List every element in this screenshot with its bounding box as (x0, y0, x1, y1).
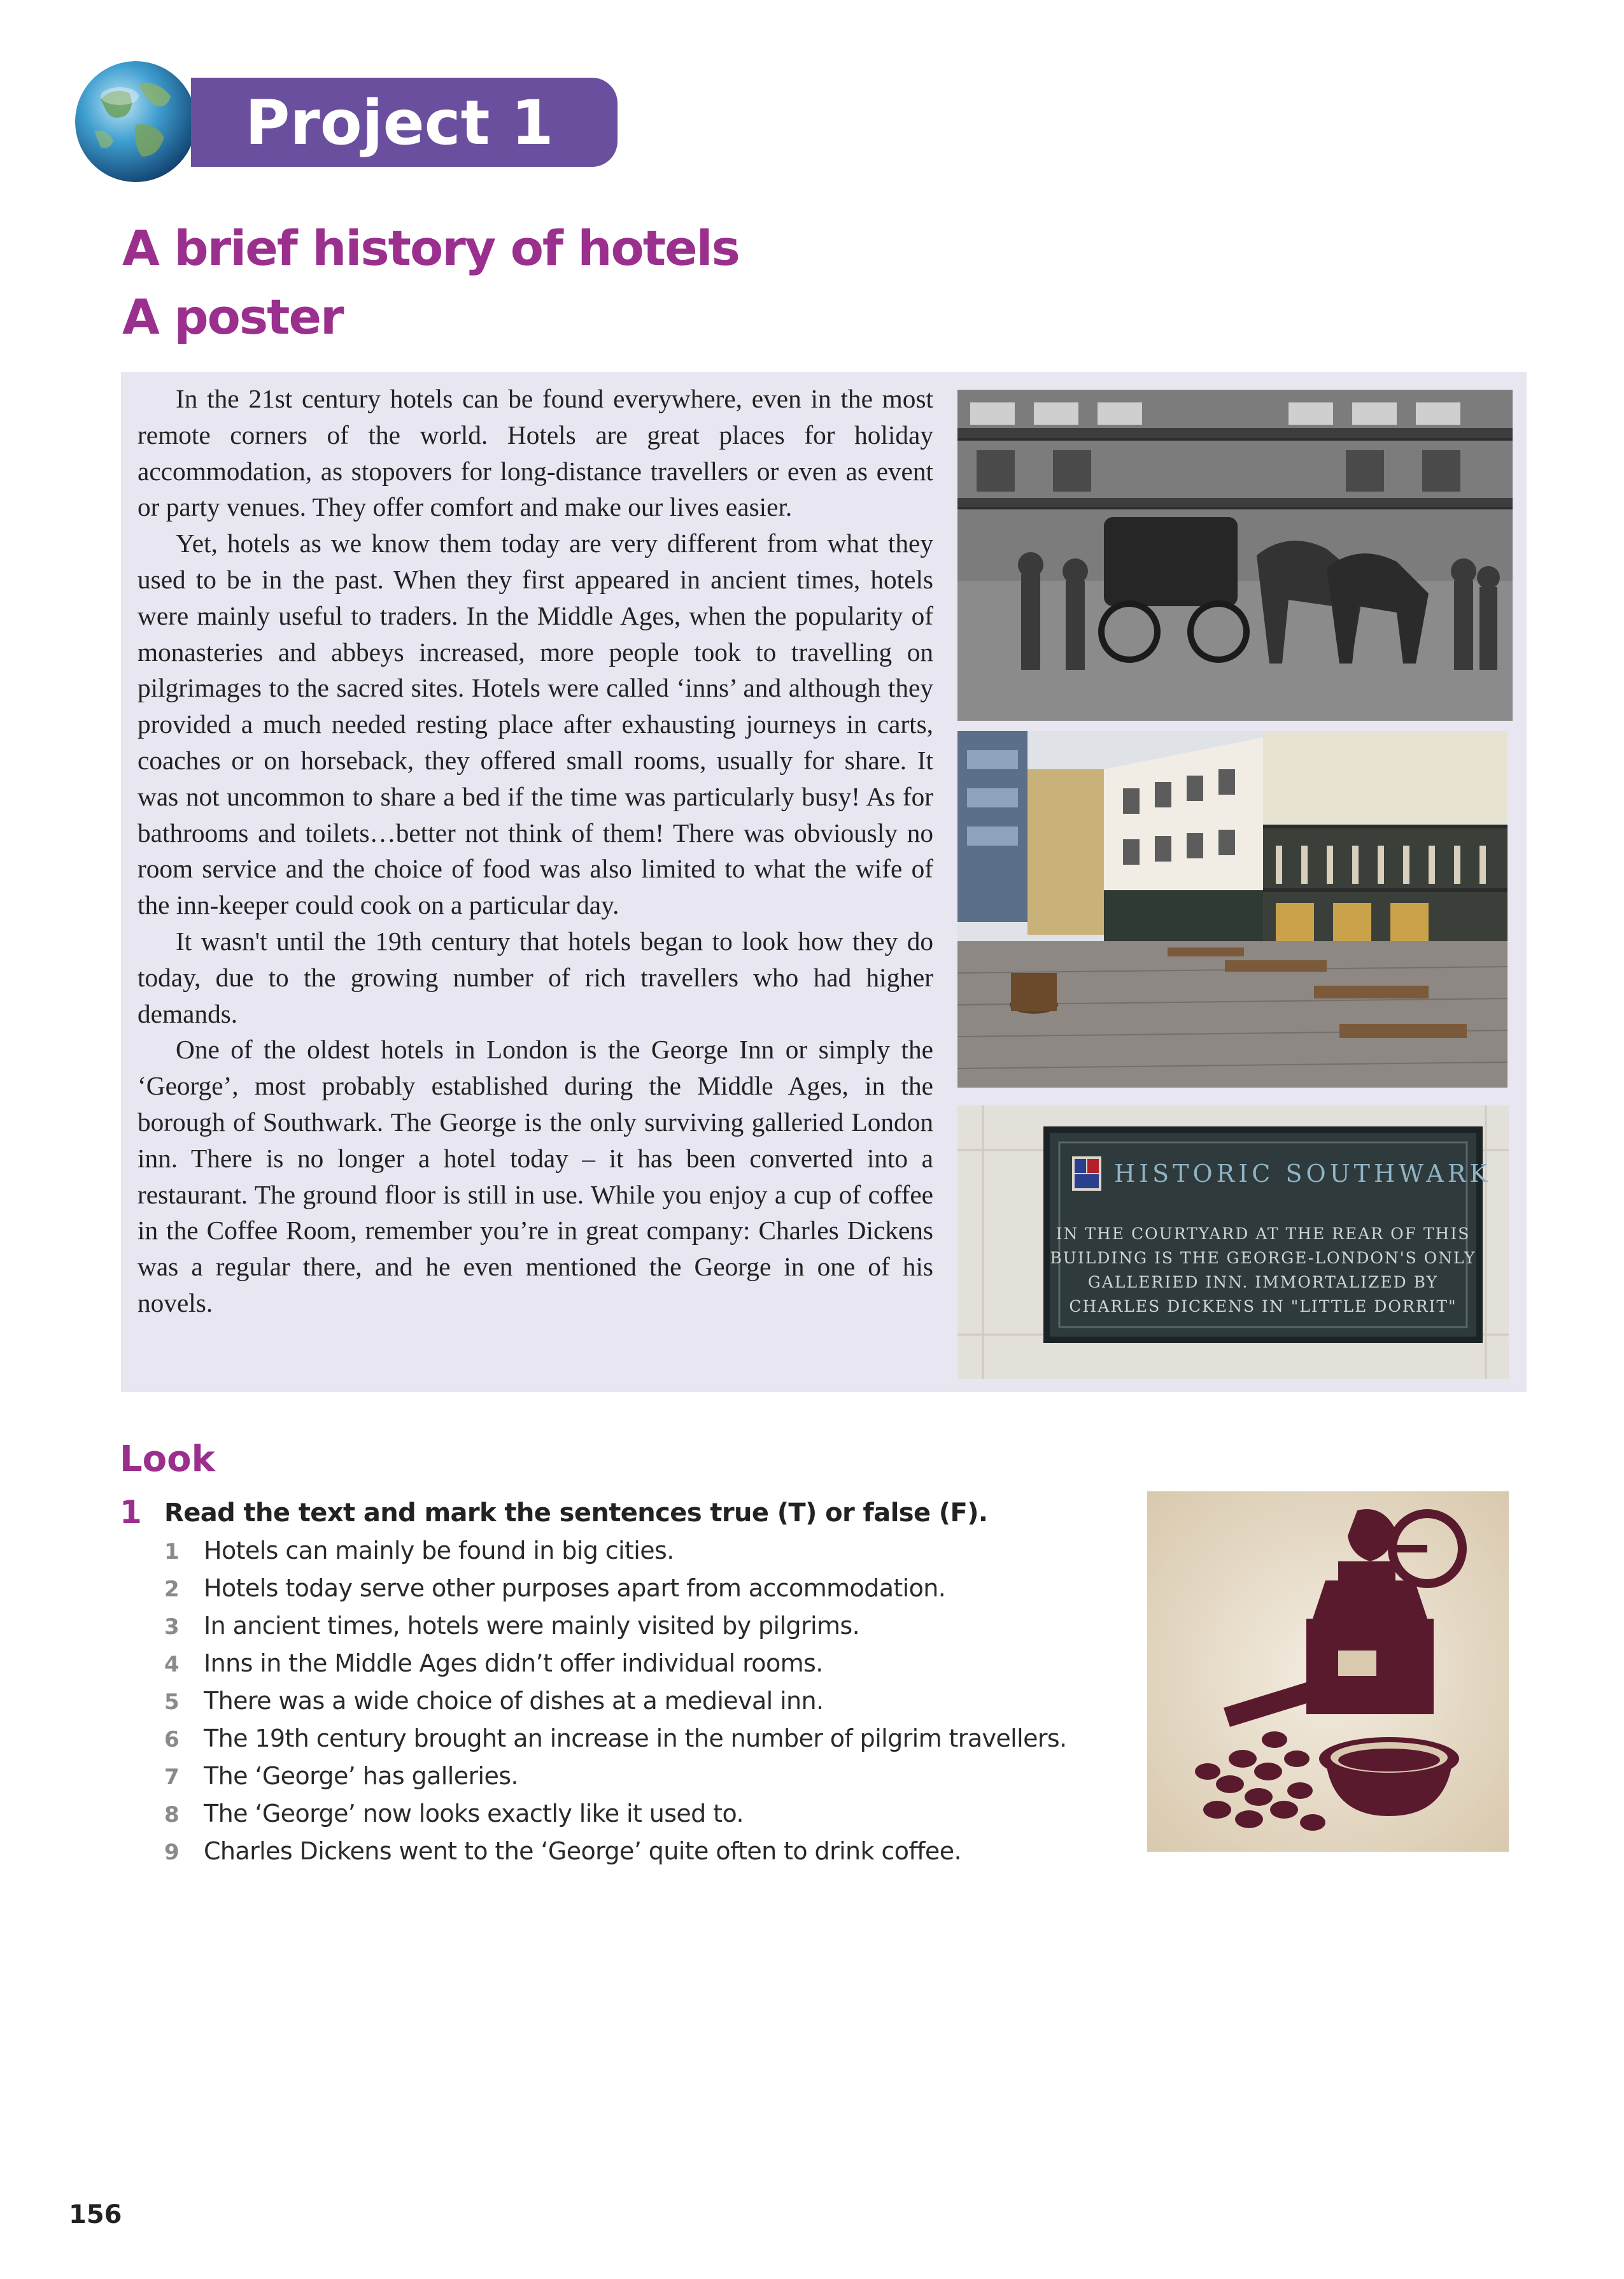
exercise-item (164, 1645, 1067, 1682)
item-number: 4 (164, 1652, 180, 1677)
item-number: 1 (164, 1539, 180, 1565)
item-number: 3 (164, 1614, 180, 1640)
item-text: The ‘George’ has galleries. (204, 1762, 518, 1790)
plaque-heading: HISTORIC SOUTHWARK (1114, 1160, 1492, 1188)
page-subtitle: A poster (122, 288, 343, 345)
item-text: The ‘George’ now looks exactly like it used to. (204, 1800, 744, 1828)
courtyard-photo (957, 731, 1507, 1088)
item-text: Inns in the Middle Ages didn’t offer individual rooms. (204, 1649, 823, 1677)
exercise-item (164, 1833, 1067, 1870)
item-text: In ancient times, hotels were mainly visited by pilgrims. (204, 1612, 860, 1640)
article-paragraph: In the 21st century hotels can be found everywhere, even in the most remote corners of the world. Hotels are great places for holiday accommodation, as stopovers for long-distance travellers or even as event or party venues. They offer comfort and make our lives easier. (138, 384, 933, 522)
item-text: Hotels today serve other purposes apart from accommodation. (204, 1574, 946, 1602)
globe-icon (75, 61, 196, 182)
project-label: Project 1 (245, 87, 554, 159)
exercise-number: 1 (120, 1494, 142, 1531)
exercise-item (164, 1607, 1067, 1645)
article-text (138, 381, 933, 1321)
exercise-item (164, 1570, 1067, 1607)
item-number: 2 (164, 1577, 180, 1602)
plaque-line: BUILDING IS THE GEORGE-LONDON'S ONLY (1050, 1249, 1476, 1267)
item-text: Hotels can mainly be found in big cities. (204, 1537, 674, 1565)
item-text: The 19th century brought an increase in the number of pilgrim travellers. (204, 1724, 1067, 1752)
item-number: 6 (164, 1727, 180, 1752)
item-number: 7 (164, 1764, 180, 1790)
engraving-photo (957, 390, 1513, 721)
exercise-list (164, 1532, 1067, 1870)
page-title: A brief history of hotels (122, 220, 739, 276)
section-heading-look: Look (120, 1438, 215, 1480)
article-paragraph: Yet, hotels as we know them today are very different from what they used to be in the past. When they first appeared in ancient times, hotels were mainly useful to traders. In the Middle Ages, when the popularity of monasteries and abbeys increased, more people took to travelling on pilgrimages to the sacred sites. Hotels were called ‘inns’ and although they provided a much needed resting place after exhausting journeys in carts, coaches or on horseback, they offered small rooms, usually for share. It was not uncommon to share a bed if the time was particularly busy! As for bathrooms and toilets…better not think of them! There was obviously no room service and the choice of food was also limited to what the wife of the inn-keeper could cook on a particular day. (138, 529, 933, 920)
plaque-line: CHARLES DICKENS IN "LITTLE DORRIT" (1069, 1297, 1457, 1316)
plaque-photo (957, 1105, 1509, 1379)
item-text: There was a wide choice of dishes at a medieval inn. (204, 1687, 824, 1715)
plaque-line: GALLERIED INN. IMMORTALIZED BY (1087, 1273, 1439, 1291)
plaque-line: IN THE COURTYARD AT THE REAR OF THIS (1056, 1225, 1471, 1243)
item-text: Charles Dickens went to the ‘George’ quite often to drink coffee. (204, 1837, 961, 1865)
exercise-item (164, 1795, 1067, 1833)
item-number: 8 (164, 1802, 180, 1828)
exercise-item (164, 1757, 1067, 1795)
exercise-item (164, 1532, 1067, 1570)
item-number: 9 (164, 1840, 180, 1865)
article-paragraph: One of the oldest hotels in London is the George Inn or simply the ‘George’, most probably established during the Middle Ages, in the borough of Southwark. The George is the only surviving galleried London inn. There is no longer a hotel today – it has been converted into a restaurant. The ground floor is still in use. While you enjoy a cup of coffee in the Coffee Room, remember you’re in great company: Charles Dickens was a regular there, and he even mentioned the George in one of his novels. (138, 1035, 933, 1317)
exercise-item (164, 1682, 1067, 1720)
page-number: 156 (69, 2200, 122, 2229)
exercise-instruction: Read the text and mark the sentences true (T) or false (F). (164, 1498, 988, 1528)
item-number: 5 (164, 1689, 180, 1715)
exercise-item (164, 1720, 1067, 1757)
coffee-grinder-illustration (1147, 1491, 1509, 1852)
article-paragraph: It wasn't until the 19th century that hotels began to look how they do today, due to the growing number of rich travellers who had higher demands. (138, 926, 933, 1028)
